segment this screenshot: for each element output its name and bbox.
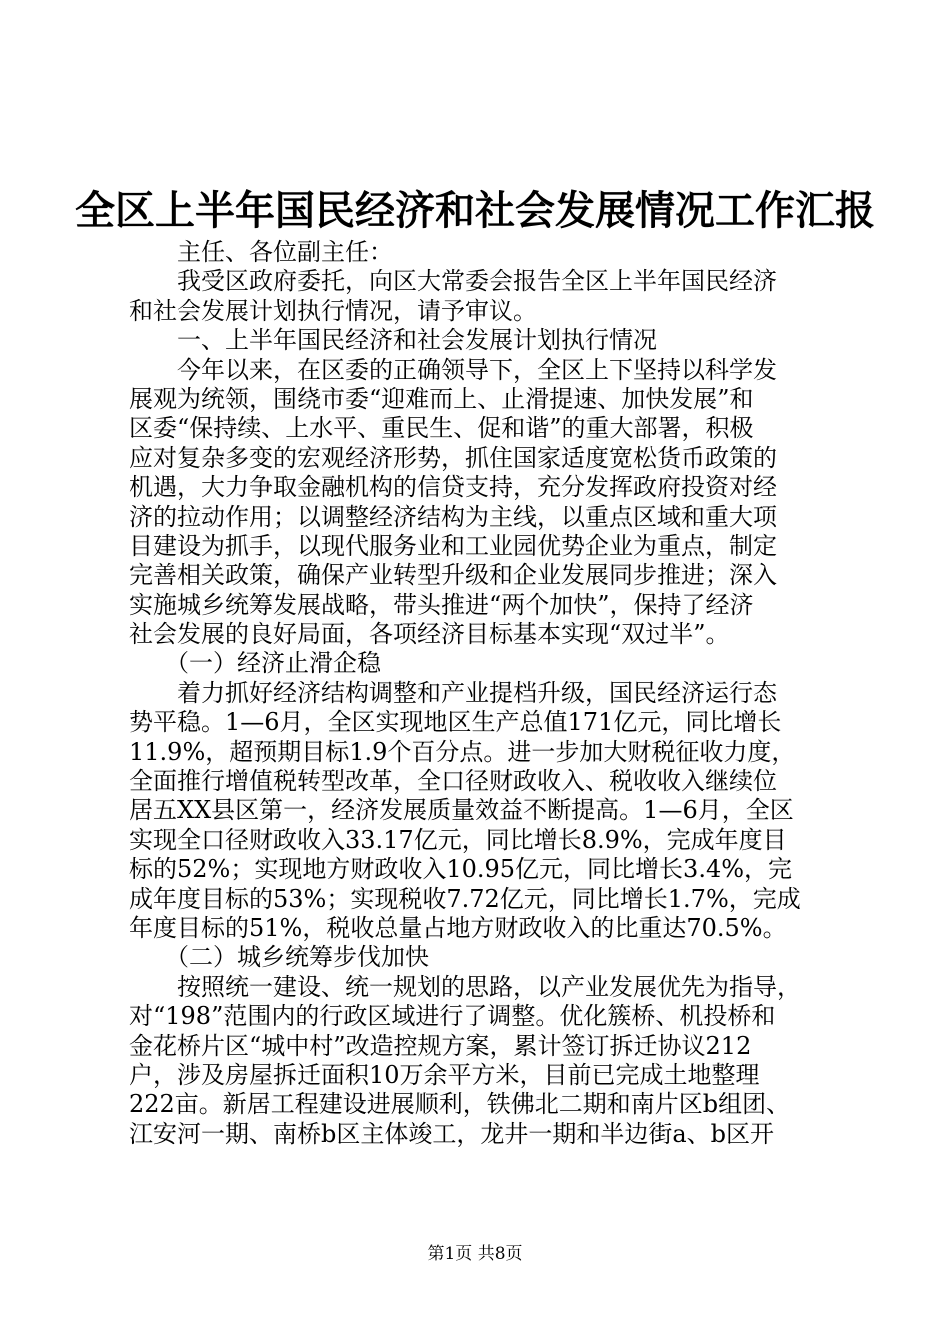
body-line: 居五XX县区第一，经济发展质量效益不断提高。1—6月，全区 — [129, 796, 794, 825]
body-line: 目建设为抓手，以现代服务业和工业园优势企业为重点，制定 — [129, 531, 777, 560]
body-line: 济的拉动作用；以调整经济结构为主线，以重点区域和重大项 — [129, 502, 777, 531]
body-line: 年度目标的51%，税收总量占地方财政收入的比重达70.5%。 — [129, 913, 787, 942]
body-line: 机遇，大力争取金融机构的信贷支持，充分发挥政府投资对经 — [129, 473, 777, 502]
body-line: 区委“保持续、上水平、重民生、促和谐”的重大部署，积极 — [129, 414, 754, 443]
body-line: 着力抓好经济结构调整和产业提档升级，国民经济运行态 — [129, 678, 777, 707]
body-line: 展观为统领，围绕市委“迎难而上、止滑提速、加快发展”和 — [129, 384, 754, 413]
body-line: 完善相关政策，确保产业转型升级和企业发展同步推进；深入 — [129, 561, 777, 590]
body-line: 今年以来，在区委的正确领导下，全区上下坚持以科学发 — [129, 355, 777, 384]
body-line: 11.9%，超预期目标1.9个百分点。进一步加大财税征收力度， — [129, 737, 796, 766]
subsection-heading: （一）经济止滑企稳 — [129, 649, 381, 678]
body-line: 金花桥片区“城中村”改造控规方案，累计签订拆迁协议212 — [129, 1031, 752, 1060]
body-line: 全面推行增值税转型改革，全口径财政收入、税收收入继续位 — [129, 767, 777, 796]
document-title: 全区上半年国民经济和社会发展情况工作汇报 — [75, 187, 875, 234]
body-line: 实施城乡统筹发展战略，带头推进“两个加快”，保持了经济 — [129, 590, 754, 619]
body-line: 标的52%；实现地方财政收入10.95亿元，同比增长3.4%，完 — [129, 855, 793, 884]
body-line: 按照统一建设、统一规划的思路，以产业发展优先为指导， — [129, 972, 801, 1001]
body-line: 江安河一期、南桥b区主体竣工，龙井一期和半边街a、b区开 — [129, 1119, 775, 1148]
section-heading: 一、上半年国民经济和社会发展计划执行情况 — [129, 326, 657, 355]
body-line: 社会发展的良好局面，各项经济目标基本实现“双过半”。 — [129, 620, 730, 649]
body-line: 222亩。新居工程建设进展顺利，铁佛北二期和南片区b组团、 — [129, 1090, 791, 1119]
document-body — [129, 238, 833, 1149]
page-number: 第1页 共8页 — [427, 1244, 523, 1264]
body-line: 对“198”范围内的行政区域进行了调整。优化簇桥、机投桥和 — [129, 1002, 776, 1031]
body-line: 成年度目标的53%；实现税收7.72亿元，同比增长1.7%，完成 — [129, 884, 801, 913]
body-line: 势平稳。1—6月，全区实现地区生产总值171亿元，同比增长 — [129, 708, 782, 737]
body-line: 主任、各位副主任： — [129, 238, 393, 266]
body-line: 实现全口径财政收入33.17亿元，同比增长8.9%，完成年度目 — [129, 825, 787, 854]
subsection-heading: （二）城乡统筹步伐加快 — [129, 943, 429, 972]
body-line: 户，涉及房屋拆迁面积10万余平方米，目前已完成土地整理 — [129, 1060, 760, 1089]
body-line: 我受区政府委托，向区大常委会报告全区上半年国民经济 — [129, 267, 777, 296]
body-line: 应对复杂多变的宏观经济形势，抓住国家适度宽松货币政策的 — [129, 443, 777, 472]
body-line: 和社会发展计划执行情况，请予审议。 — [129, 296, 537, 325]
